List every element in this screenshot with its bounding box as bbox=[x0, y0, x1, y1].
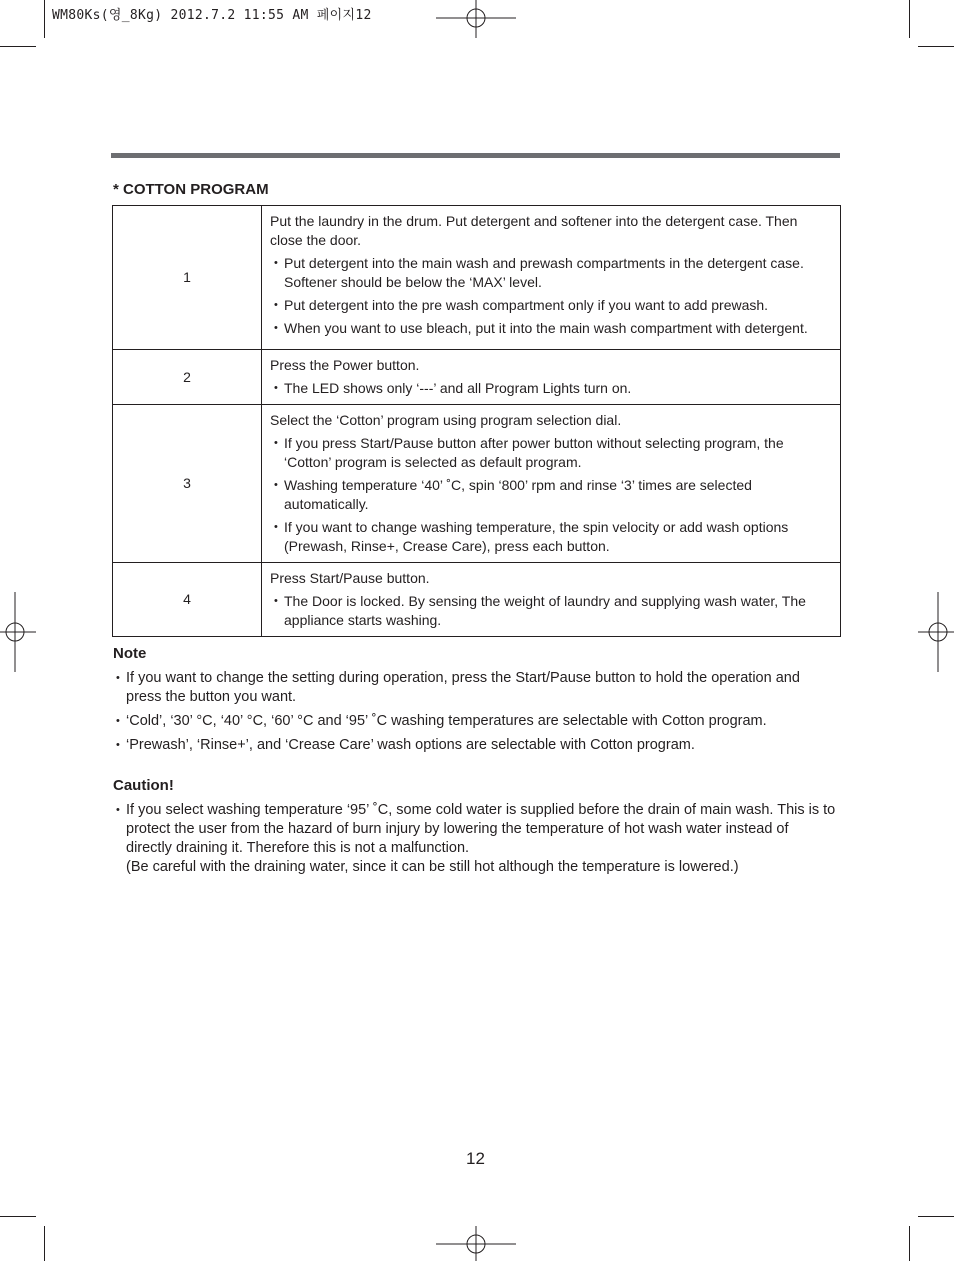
crop-mark-top-right-v bbox=[909, 0, 910, 38]
section-divider-bar bbox=[111, 153, 840, 158]
note-title: Note bbox=[113, 645, 147, 662]
crop-mark-top-left-h bbox=[0, 46, 36, 47]
step-bullet: • If you press Start/Pause button after power button without selecting program, the ‘Cotton’ program is selected as default program. bbox=[270, 434, 830, 472]
crop-mark-bottom-left-v bbox=[44, 1226, 45, 1261]
step-bullet: • Put detergent into the pre wash compartment only if you want to add prewash. bbox=[270, 296, 830, 315]
step-bullet: • Washing temperature ‘40’ ˚C, spin ‘800’ rpm and rinse ‘3’ times are selected automatically. bbox=[270, 476, 830, 514]
caution-extra-note: (Be careful with the draining water, since it can be still hot although the temperature is lowered.) bbox=[126, 859, 739, 875]
step-bullet: • When you want to use bleach, put it into the main wash compartment with detergent. bbox=[270, 319, 830, 338]
step-number: 2 bbox=[113, 350, 262, 405]
table-row bbox=[113, 350, 841, 405]
step-bullet: • Put detergent into the main wash and prewash compartments in the detergent case. Softener should be below the ‘MAX’ level. bbox=[270, 254, 830, 292]
crop-mark-bottom-right-h bbox=[918, 1216, 954, 1217]
step-number: 1 bbox=[113, 206, 262, 350]
note-list bbox=[114, 669, 838, 760]
registration-mark-top-icon bbox=[436, 0, 516, 40]
crop-mark-bottom-right-v bbox=[909, 1226, 910, 1261]
cotton-program-steps-table bbox=[112, 205, 841, 637]
registration-mark-right-icon bbox=[918, 592, 954, 672]
crop-mark-top-left-v bbox=[44, 0, 45, 38]
step-bullet: • The Door is locked. By sensing the weight of laundry and supplying wash water, The appliance starts washing. bbox=[270, 592, 830, 630]
step-description bbox=[262, 350, 841, 405]
step-number: 3 bbox=[113, 405, 262, 563]
crop-mark-bottom-left-h bbox=[0, 1216, 36, 1217]
table-row bbox=[113, 405, 841, 563]
registration-mark-bottom-icon bbox=[436, 1224, 516, 1261]
step-lead-text: Select the ‘Cotton’ program using program selection dial. bbox=[270, 412, 622, 428]
caution-list bbox=[114, 801, 838, 877]
step-description bbox=[262, 206, 841, 350]
step-description bbox=[262, 405, 841, 563]
caution-title: Caution! bbox=[113, 777, 174, 794]
page-number: 12 bbox=[466, 1149, 485, 1168]
note-item: • ‘Cold’, ‘30’ °C, ‘40’ °C, ‘60’ °C and ‘95’ ˚C washing temperatures are selectable with Cotton program. bbox=[114, 712, 838, 731]
note-item: • ‘Prewash’, ‘Rinse+’, and ‘Crease Care’ wash options are selectable with Cotton program. bbox=[114, 736, 838, 755]
caution-item: • If you select washing temperature ‘95’ ˚C, some cold water is supplied before the drain of main wash. This is to protect the user from the hazard of burn injury by lowering the temperature of hot wash water instead of directly draining it. Therefore this is not a malfunction. bbox=[114, 801, 838, 858]
step-lead-text: Press Start/Pause button. bbox=[270, 570, 430, 586]
step-lead-text: Put the laundry in the drum. Put detergent and softener into the detergent case. Then close the door. bbox=[270, 213, 798, 248]
print-slug-header: WM80Ks(영_8Kg) 2012.7.2 11:55 AM 페이지12 bbox=[52, 8, 372, 23]
section-title: * COTTON PROGRAM bbox=[113, 181, 269, 198]
step-number: 4 bbox=[113, 563, 262, 637]
step-lead-text: Press the Power button. bbox=[270, 357, 420, 373]
table-row bbox=[113, 563, 841, 637]
note-item: • If you want to change the setting during operation, press the Start/Pause button to hold the operation and press the button you want. bbox=[114, 669, 838, 707]
registration-mark-left-icon bbox=[0, 592, 36, 672]
step-bullet: • The LED shows only ‘---’ and all Program Lights turn on. bbox=[270, 379, 830, 398]
crop-mark-top-right-h bbox=[918, 46, 954, 47]
step-bullet: • If you want to change washing temperature, the spin velocity or add wash options (Prewash, Rinse+, Crease Care), press each button. bbox=[270, 518, 830, 556]
table-row bbox=[113, 206, 841, 350]
step-description bbox=[262, 563, 841, 637]
